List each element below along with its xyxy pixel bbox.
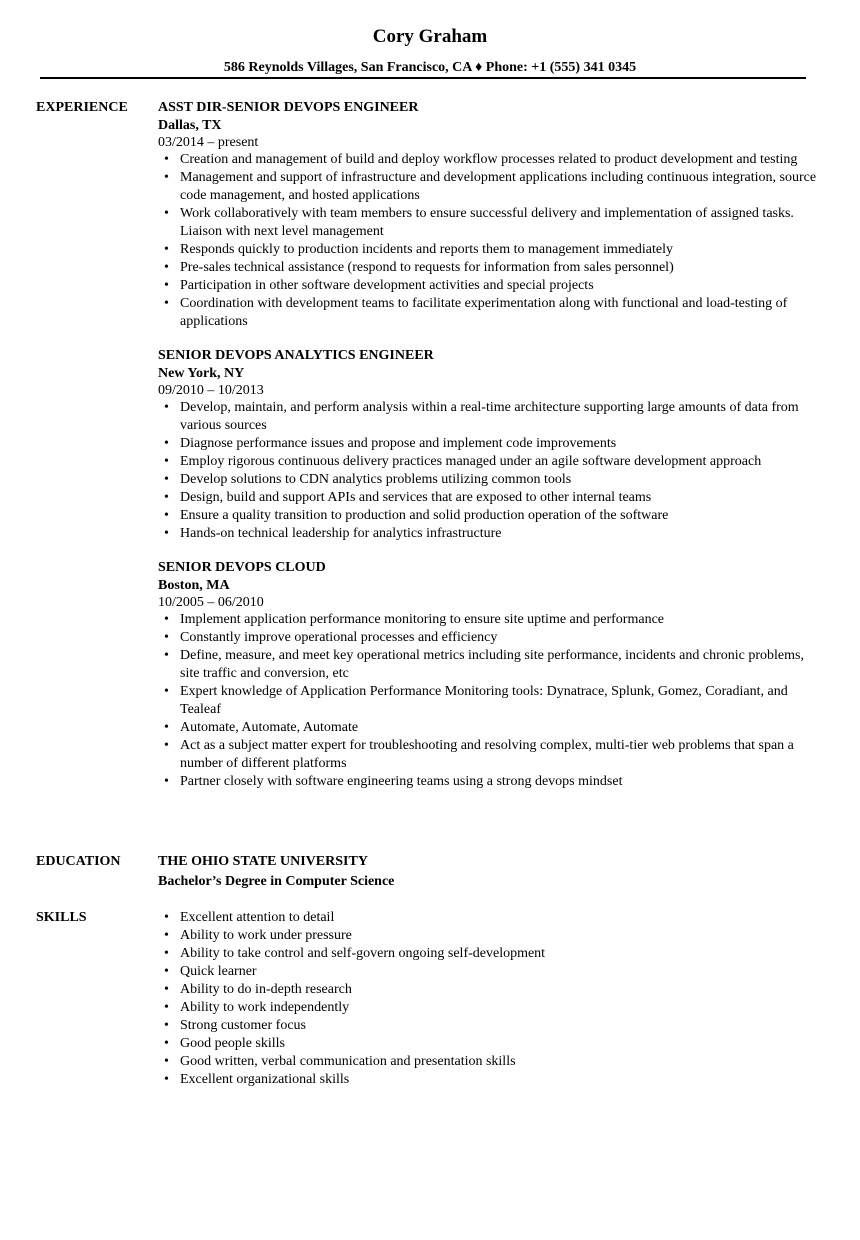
skills-body <box>158 909 818 1089</box>
list-item: • Diagnose performance issues and propose and implement code improvements <box>158 435 818 453</box>
list-item: • Ability to work independently <box>158 999 818 1017</box>
list-item: • Ability to work under pressure <box>158 927 818 945</box>
list-item: • Participation in other software development activities and special projects <box>158 277 818 295</box>
job-location: New York, NY <box>158 366 245 381</box>
list-item: • Employ rigorous continuous delivery practices managed under an agile software development approach <box>158 453 818 471</box>
list-item: • Pre-sales technical assistance (respond to requests for information from sales personnel) <box>158 259 818 277</box>
section-label-skills: SKILLS <box>36 910 87 925</box>
job-dates: 09/2010 – 10/2013 <box>158 383 264 398</box>
list-item: • Quick learner <box>158 963 818 981</box>
section-label-education: EDUCATION <box>36 854 121 869</box>
list-item: • Good people skills <box>158 1035 818 1053</box>
experience-body <box>158 99 818 807</box>
list-item: • Ability to do in-depth research <box>158 981 818 999</box>
header-divider <box>40 77 806 79</box>
degree-name: Bachelor’s Degree in Computer Science <box>158 874 395 889</box>
list-item: • Coordination with development teams to facilitate experimentation along with functional and load-testing of applications <box>158 295 818 331</box>
list-item: • Work collaboratively with team members to ensure successful delivery and implementation of assigned tasks. Liaison with next level management <box>158 205 818 241</box>
separator-diamond-icon: ♦ <box>475 60 483 75</box>
phone: Phone: +1 (555) 341 0345 <box>485 60 637 75</box>
list-item: • Define, measure, and meet key operational metrics including site performance, incidents and chronic problems, site traffic and conversion, etc <box>158 647 818 683</box>
resume-header <box>0 0 860 77</box>
job-location: Dallas, TX <box>158 118 222 133</box>
contact-line <box>0 59 860 77</box>
education-body <box>158 853 818 891</box>
job-title: ASST DIR-SENIOR DEVOPS ENGINEER <box>158 100 419 115</box>
job-bullets <box>158 611 818 791</box>
job-title: SENIOR DEVOPS ANALYTICS ENGINEER <box>158 348 434 363</box>
list-item: • Responds quickly to production incidents and reports them to management immediately <box>158 241 818 259</box>
list-item: • Develop, maintain, and perform analysis within a real-time architecture supporting large amounts of data from various sources <box>158 399 818 435</box>
list-item: • Automate, Automate, Automate <box>158 719 818 737</box>
skills-list <box>158 909 818 1089</box>
list-item: • Ability to take control and self-govern ongoing self-development <box>158 945 818 963</box>
list-item: • Ensure a quality transition to production and solid production operation of the software <box>158 507 818 525</box>
job-dates: 03/2014 – present <box>158 135 259 150</box>
list-item: • Excellent organizational skills <box>158 1071 818 1089</box>
list-item: • Develop solutions to CDN analytics problems utilizing common tools <box>158 471 818 489</box>
section-label-experience: EXPERIENCE <box>36 100 128 115</box>
job-entry <box>158 99 818 331</box>
list-item: • Implement application performance monitoring to ensure site uptime and performance <box>158 611 818 629</box>
job-dates: 10/2005 – 06/2010 <box>158 595 264 610</box>
list-item: • Strong customer focus <box>158 1017 818 1035</box>
list-item: • Creation and management of build and deploy workflow processes related to product development and testing <box>158 151 818 169</box>
list-item: • Act as a subject matter expert for troubleshooting and resolving complex, multi-tier web problems that span a number of different platforms <box>158 737 818 773</box>
list-item: • Constantly improve operational processes and efficiency <box>158 629 818 647</box>
candidate-name: Cory Graham <box>372 26 488 47</box>
list-item: • Excellent attention to detail <box>158 909 818 927</box>
list-item: • Management and support of infrastructure and development applications including continuous integration, source code management, and hosted applications <box>158 169 818 205</box>
job-bullets <box>158 399 818 543</box>
list-item: • Good written, verbal communication and presentation skills <box>158 1053 818 1071</box>
list-item: • Partner closely with software engineering teams using a strong devops mindset <box>158 773 818 791</box>
job-title: SENIOR DEVOPS CLOUD <box>158 560 326 575</box>
list-item: • Expert knowledge of Application Performance Monitoring tools: Dynatrace, Splunk, Gomez, Coradiant, and Tealeaf <box>158 683 818 719</box>
school-name: THE OHIO STATE UNIVERSITY <box>158 854 368 869</box>
list-item: • Design, build and support APIs and services that are exposed to other internal teams <box>158 489 818 507</box>
address: 586 Reynolds Villages, San Francisco, CA <box>223 60 472 75</box>
job-entry <box>158 559 818 791</box>
job-entry <box>158 347 818 543</box>
list-item: • Hands-on technical leadership for analytics infrastructure <box>158 525 818 543</box>
job-bullets <box>158 151 818 331</box>
job-location: Boston, MA <box>158 578 230 593</box>
